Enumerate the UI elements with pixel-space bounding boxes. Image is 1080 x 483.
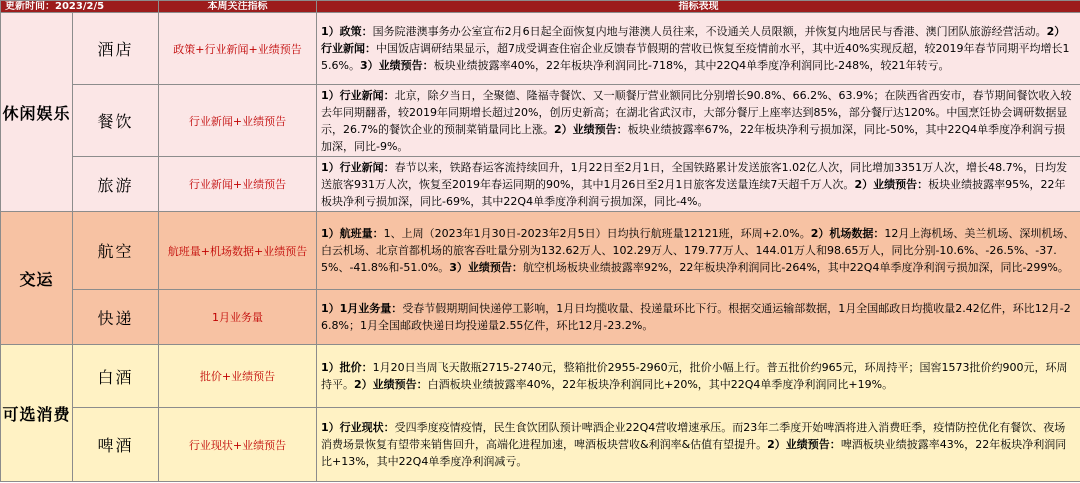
performance-text: 板块业绩披露率40%，22年板块净利润同比-718%，其中22Q4单季度净利润同比-248%，较21年转亏。 <box>433 59 950 72</box>
performance-beer <box>317 408 1080 482</box>
performance-section-label: 1）行业新闻： <box>321 88 395 102</box>
table-header-row <box>1 1 1080 13</box>
performance-section-label: 3）业绩预告： <box>359 59 434 72</box>
performance-section-label: 2）业绩预告： <box>354 378 428 391</box>
performance-text: 受春节假期期间快递停工影响，1月日均揽收量、投递量环比下行。根据交通运输部数据，1月全国邮政日均揽收量2.42亿件，环比12月-26.8%；1月全国邮政快递日均投递量2.55亿件，环比12月-23.2%。 <box>321 302 1071 332</box>
performance-section-label: 2）业绩预告： <box>767 438 841 451</box>
focus-indicators-baijiu: 批价+业绩预告 <box>159 345 317 408</box>
category-discretionary: 可选消费 <box>1 345 73 482</box>
performance-section-label: 1）行业现状： <box>321 421 395 434</box>
performance-section-label: 2）业绩预告： <box>553 122 628 136</box>
performance-text: 1月20日当周飞天散瓶2715-2740元，整箱批价2955-2960元，批价小幅上行。普五批价约965元，环周持平；国窖1573批价约900元，环周持平。 <box>321 361 1068 391</box>
performance-section-label: 1）政策： <box>321 25 373 38</box>
category-transport: 交运 <box>1 212 73 345</box>
performance-text: 航空机场板块业绩披露率92%，22年板块净利润同比-264%，其中22Q4单季度净利润亏损加深，同比-299%。 <box>522 261 1069 274</box>
performance-express <box>317 290 1080 345</box>
performance-text: 板块业绩披露率95%，22年板块净利亏损加深，同比-69%，其中22Q4单季度净利润亏损加深，同比-4%。 <box>321 177 1066 208</box>
performance-text: 北京，除夕当日，全聚德、隆福寺餐饮、又一顺餐厅营业额同比分别增长90.8%、66.2%、63.9%；在陕西省西安市，春节期间餐饮收入较去年同期翻番，较2019年同期增长超过20%，创历史新高；在湖北省武汉市，大部分餐厅上座率达到85%，部分餐厅达120%。中国烹饪协会调研数据显示，26.7%的餐饮企业的预制菜销量同比上涨。 <box>321 88 1072 136</box>
performance-text: 中国饭店调研结果显示，超7成受调查住宿企业反馈春节假期的营收已恢复至疫情前水平，其中近40%实现反超，较2019年春节同期平均增长15.6%。 <box>321 42 1070 72</box>
update-time-label: 更新时间： <box>5 1 55 12</box>
focus-column-header: 本周关注指标 <box>159 1 317 13</box>
performance-section-label: 2）行业新闻： <box>321 25 1066 55</box>
focus-indicators-express: 1月业务量 <box>159 290 317 345</box>
performance-section-label: 1）航班量： <box>321 227 384 240</box>
performance-catering <box>317 85 1080 157</box>
performance-column-header: 指标表现 <box>317 1 1080 13</box>
performance-section-label: 1）批价： <box>321 361 373 374</box>
sector-hotel: 酒店 <box>73 13 159 85</box>
sector-catering: 餐饮 <box>73 85 159 157</box>
sector-beer: 啤酒 <box>73 408 159 482</box>
table-row <box>1 85 1080 157</box>
focus-indicators-tourism: 行业新闻+业绩预告 <box>159 157 317 212</box>
update-date: 2023/2/5 <box>55 1 105 12</box>
update-time-header <box>1 1 159 13</box>
sector-express: 快递 <box>73 290 159 345</box>
performance-section-label: 3）业绩预告： <box>449 261 523 274</box>
performance-text: 12月上海机场、美兰机场、深圳机场、白云机场、北京首都机场的旅客吞吐量分别为132.62万人、102.29万人、179.77万人、144.01万人和98.65万人，同比分别-10.6%、-26.5%、-37.5%、-41.8%和-51.0%。 <box>321 227 1075 274</box>
performance-section-label: 1）1月业务量： <box>321 302 403 315</box>
table-row <box>1 408 1080 482</box>
performance-text: 国务院港澳事务办公室宣布2月6日起全面恢复内地与港澳人员往来，不设通关人员限额，并恢复内地居民与香港、澳门团队旅游经营活动。 <box>372 25 1047 38</box>
table-row <box>1 290 1080 345</box>
performance-section-label: 1）行业新闻： <box>321 160 395 174</box>
performance-aviation <box>317 212 1080 290</box>
focus-indicators-catering: 行业新闻+业绩预告 <box>159 85 317 157</box>
performance-section-label: 2）机场数据： <box>810 227 885 240</box>
performance-text: 白酒板块业绩披露率40%，22年板块净利润同比+20%，其中22Q4单季度净利润同比+19%。 <box>427 378 894 391</box>
table-row <box>1 212 1080 290</box>
performance-section-label: 2）业绩预告： <box>854 177 929 191</box>
performance-baijiu <box>317 345 1080 408</box>
performance-text: 1、上周（2023年1月30日-2023年2月5日）日均执行航班量12121班，环周+2.0%。 <box>383 227 811 240</box>
performance-text: 春节以来，铁路春运客流持续回升，1月22日至2月1日，全国铁路累计发送旅客1.02亿人次，同比增加3351万人次，增长48.7%，日均发送旅客931万人次，恢复至2019年春运同期的90%，其中1月26日至2月1日旅客发送量连续7天超千万人次。 <box>321 160 1068 191</box>
table-row <box>1 157 1080 212</box>
category-leisure: 休闲娱乐 <box>1 13 73 212</box>
table-row <box>1 345 1080 408</box>
focus-indicators-aviation: 航班量+机场数据+业绩预告 <box>159 212 317 290</box>
sector-baijiu: 白酒 <box>73 345 159 408</box>
focus-indicators-beer: 行业现状+业绩预告 <box>159 408 317 482</box>
table-row <box>1 13 1080 85</box>
performance-text: 受四季度疫情疫情，民生食饮团队预计啤酒企业22Q4营收增速承压。而23年二季度开始啤酒将进入消费旺季，疫情防控优化有餐饮、夜场消费场景恢复有望带来销售回升，高端化进程加速，啤酒板块营收&利润率&估值有望提升。 <box>321 421 1066 451</box>
performance-tourism <box>317 157 1080 212</box>
performance-hotel <box>317 13 1080 85</box>
sector-tourism: 旅游 <box>73 157 159 212</box>
sector-aviation: 航空 <box>73 212 159 290</box>
performance-text: 板块业绩披露率67%，22年板块净利亏损加深，同比-50%，其中22Q4单季度净利润亏损加深，同比-9%。 <box>321 122 1066 153</box>
focus-indicators-hotel: 政策+行业新闻+业绩预告 <box>159 13 317 85</box>
performance-text: 啤酒板块业绩披露率43%，22年板块净利润同比+13%，其中22Q4单季度净利润减亏。 <box>321 438 1067 468</box>
